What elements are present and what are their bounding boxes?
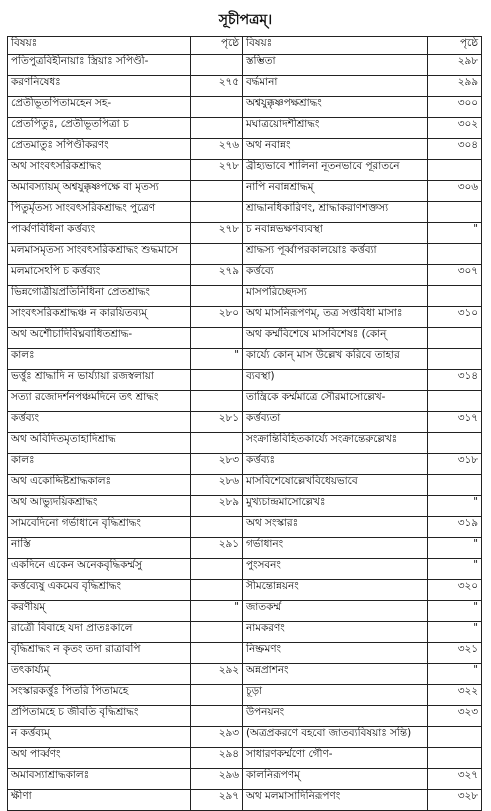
subject-header-left: বিষয়ঃ bbox=[8, 37, 191, 55]
table-row bbox=[8, 55, 482, 76]
left-entry: ভর্ত্তুঃ শ্রাদ্ধাদি ন ভার্য্যায়া রজস্বলায়া bbox=[8, 370, 191, 391]
left-entry: সাংবৎসরিকশ্রাদ্ধঞ্চ ন কারয়িতব্যম্ bbox=[8, 307, 191, 328]
table-row bbox=[8, 685, 482, 706]
left-entry: পার্ব্বণবিধিনা কর্ত্তব্যং bbox=[8, 223, 191, 244]
right-page bbox=[428, 286, 482, 307]
right-page: " bbox=[428, 622, 482, 643]
left-page: ২৭৮ bbox=[191, 223, 243, 244]
right-entry: তান্ত্রিকে কর্ম্মমাত্রে সৌরমাসোল্লেখ- bbox=[243, 391, 428, 412]
left-entry: একদিনে একেন অনেকবৃদ্ধিকর্ম্মসু bbox=[8, 559, 191, 580]
right-entry: মঘাত্রয়োদশীশ্রাদ্ধং bbox=[243, 118, 428, 139]
left-page: ২৮১ bbox=[191, 412, 243, 433]
left-entry: মলমাসেঽপি চ কর্ত্তব্যং bbox=[8, 265, 191, 286]
table-row bbox=[8, 769, 482, 790]
left-page: ২৮০ bbox=[191, 307, 243, 328]
left-entry: রাত্রৌ বিবাহে যদা প্রাতঃকালে bbox=[8, 622, 191, 643]
right-entry: অথ কর্ম্মবিশেষে মাসবিশেষঃ (কোন্ bbox=[243, 328, 428, 349]
left-page bbox=[191, 286, 243, 307]
right-entry: মুখ্যচান্দ্রমাসোল্লেখঃ bbox=[243, 496, 428, 517]
left-entry: পতিপুত্রবিহীনায়াঃ স্ত্রিয়াঃ সপিণ্ডী- bbox=[8, 55, 191, 76]
table-row bbox=[8, 454, 482, 475]
left-page: ২৭৬ bbox=[191, 139, 243, 160]
right-page: " bbox=[428, 223, 482, 244]
right-entry: জাতকর্ম্ম bbox=[243, 601, 428, 622]
left-entry: পিতুর্মৃতস্য সাংবৎসরিকশ্রাদ্ধং পুত্রেণ bbox=[8, 202, 191, 223]
left-page: ২৯৬ bbox=[191, 769, 243, 790]
left-page bbox=[191, 685, 243, 706]
table-row bbox=[8, 643, 482, 664]
left-entry: নাস্তি bbox=[8, 538, 191, 559]
right-page bbox=[428, 202, 482, 223]
left-entry: বৃদ্ধিশ্রাদ্ধং ন কৃতং তদা রাত্রাবপি bbox=[8, 643, 191, 664]
left-entry: তৎকার্য্যম্ bbox=[8, 664, 191, 685]
table-row bbox=[8, 622, 482, 643]
right-page: ৩১০ bbox=[428, 307, 482, 328]
table-row bbox=[8, 412, 482, 433]
left-entry: কর্ত্তব্যেষু একমেব বৃদ্ধিশ্রাদ্ধং bbox=[8, 580, 191, 601]
right-entry: কর্ত্তব্যঃ bbox=[243, 454, 428, 475]
left-page bbox=[191, 580, 243, 601]
left-entry: সামবেদিনো গর্ভাধানে বৃদ্ধিশ্রাদ্ধং bbox=[8, 517, 191, 538]
left-page bbox=[191, 433, 243, 454]
left-entry: অথ সাংবৎসরিকশ্রাদ্ধং bbox=[8, 160, 191, 181]
right-entry: মাসবিশেষোল্লেখবিধেয়ভাবে bbox=[243, 475, 428, 496]
right-entry: অশ্বযুক্কৃষ্ণপক্ষশ্রাদ্ধং bbox=[243, 97, 428, 118]
left-page bbox=[191, 97, 243, 118]
right-entry: সংক্রান্তিবিহিতকার্য্যে সংক্রান্তেরুল্লেখঃ bbox=[243, 433, 428, 454]
table-row bbox=[8, 244, 482, 265]
table-row bbox=[8, 496, 482, 517]
right-page: ৩২২ bbox=[428, 685, 482, 706]
left-page bbox=[191, 706, 243, 727]
right-page: " bbox=[428, 538, 482, 559]
table-row bbox=[8, 370, 482, 391]
right-page: " bbox=[428, 601, 482, 622]
right-entry: সাধারণকর্ম্মণো গৌণ- bbox=[243, 748, 428, 769]
right-entry: অথ সংস্কারঃ bbox=[243, 517, 428, 538]
table-row bbox=[8, 748, 482, 769]
right-entry: গর্ভাধানং bbox=[243, 538, 428, 559]
page-header-left: পৃষ্ঠে bbox=[191, 37, 243, 55]
left-page bbox=[191, 391, 243, 412]
right-entry: ব্যবস্থা) bbox=[243, 370, 428, 391]
table-row bbox=[8, 202, 482, 223]
left-entry: প্রপিতামহে চ জীবতি বৃদ্ধিশ্রাদ্ধং bbox=[8, 706, 191, 727]
table-row bbox=[8, 559, 482, 580]
right-entry: অথ মলমাসাদিনিরূপণং bbox=[243, 790, 428, 811]
right-entry: কর্ত্তব্যতা bbox=[243, 412, 428, 433]
table-row bbox=[8, 181, 482, 202]
left-page: ২৮৩ bbox=[191, 454, 243, 475]
right-page bbox=[428, 475, 482, 496]
right-page: ৩০০ bbox=[428, 97, 482, 118]
right-page: ৩১৮ bbox=[428, 454, 482, 475]
left-entry: কর্ত্তব্যং bbox=[8, 412, 191, 433]
left-page bbox=[191, 181, 243, 202]
right-page: ৩১৭ bbox=[428, 412, 482, 433]
right-entry: ব্রীহ্যভাবে শালিনা নূতনভাবে পূরাতনে bbox=[243, 160, 428, 181]
left-page: ২৯২ bbox=[191, 664, 243, 685]
right-page: ৩১৪ bbox=[428, 370, 482, 391]
table-row bbox=[8, 475, 482, 496]
left-page: " bbox=[191, 601, 243, 622]
table-row bbox=[8, 664, 482, 685]
page-title: সূচীপত্রম্। bbox=[218, 12, 273, 28]
table-row bbox=[8, 265, 482, 286]
header-row bbox=[8, 37, 482, 55]
right-entry: সীমন্তোন্নয়নং bbox=[243, 580, 428, 601]
right-page: ৩২৭ bbox=[428, 769, 482, 790]
left-entry: ভিন্নগোত্রীয়প্রতিনিধিনা প্রেতশ্রাদ্ধং bbox=[8, 286, 191, 307]
left-entry: কালঃ bbox=[8, 454, 191, 475]
table-row bbox=[8, 97, 482, 118]
subject-header-right: বিষয়ঃ bbox=[243, 37, 428, 55]
right-page: ৩২৩ bbox=[428, 706, 482, 727]
left-page bbox=[191, 202, 243, 223]
right-page bbox=[428, 328, 482, 349]
left-page bbox=[191, 643, 243, 664]
left-entry: করণীয়ম্ bbox=[8, 601, 191, 622]
left-page bbox=[191, 622, 243, 643]
left-entry: সংস্কারকর্ত্তুঃ পিতরি পিতামহে bbox=[8, 685, 191, 706]
left-entry: প্রেতপিতুঃ, প্রেতীভূতপিত্রা চ bbox=[8, 118, 191, 139]
table-row bbox=[8, 433, 482, 454]
table-row bbox=[8, 706, 482, 727]
left-page bbox=[191, 328, 243, 349]
right-page: " bbox=[428, 559, 482, 580]
right-entry: কার্য্যে কোন্ মাস উল্লেখ করিবে তাহার bbox=[243, 349, 428, 370]
right-page bbox=[428, 244, 482, 265]
right-entry: শ্রাদ্ধস্য পূর্ব্বাপরকালয়োঃ কর্ত্তব্যা bbox=[243, 244, 428, 265]
right-entry: অথ নবান্নং bbox=[243, 139, 428, 160]
left-page: ২৯৪ bbox=[191, 748, 243, 769]
left-entry: সত্যা রজোদর্শনপঞ্চমদিনে তৎ শ্রাদ্ধং bbox=[8, 391, 191, 412]
right-page: ২৯৮ bbox=[428, 55, 482, 76]
left-entry: অথ আভ্যুদয়িকশ্রাদ্ধং bbox=[8, 496, 191, 517]
table-row bbox=[8, 118, 482, 139]
right-page: " bbox=[428, 496, 482, 517]
right-page: ৩০৪ bbox=[428, 139, 482, 160]
table-row bbox=[8, 223, 482, 244]
left-page: ২৯১ bbox=[191, 538, 243, 559]
right-entry: বৰ্দ্ধমানা bbox=[243, 76, 428, 97]
right-page bbox=[428, 748, 482, 769]
right-page: ৩২১ bbox=[428, 643, 482, 664]
table-row bbox=[8, 139, 482, 160]
right-page bbox=[428, 349, 482, 370]
left-entry: অথ একোদ্দিষ্টশ্রাদ্ধকালঃ bbox=[8, 475, 191, 496]
table-row bbox=[8, 538, 482, 559]
left-page bbox=[191, 370, 243, 391]
left-entry: অথ অশৌচাদিবিঘ্নবাধিতশ্রাদ্ধ- bbox=[8, 328, 191, 349]
left-entry: অথ অবিদিতমৃতাহাদিশ্রাদ্ধ bbox=[8, 433, 191, 454]
right-entry: অথ মাসনিরূপণম্, তত্র সপ্তবিধা মাসাঃ bbox=[243, 307, 428, 328]
left-entry: অমাবস্যাশ্রাদ্ধকালঃ bbox=[8, 769, 191, 790]
table-row bbox=[8, 328, 482, 349]
index-table bbox=[7, 36, 482, 811]
right-page: ২৯৯ bbox=[428, 76, 482, 97]
right-entry: স্তম্ভিতা bbox=[243, 55, 428, 76]
left-entry: ন কর্ত্তব্যম্ bbox=[8, 727, 191, 748]
left-page bbox=[191, 55, 243, 76]
right-entry: (অত্রপ্রকরণে বহবো জাতব্যবিষয়াঃ সন্তি) bbox=[243, 727, 428, 748]
table-row bbox=[8, 307, 482, 328]
right-page bbox=[428, 160, 482, 181]
left-entry: কালঃ bbox=[8, 349, 191, 370]
right-page bbox=[428, 391, 482, 412]
table-row bbox=[8, 727, 482, 748]
left-entry: ক্ষীণা bbox=[8, 790, 191, 811]
table-row bbox=[8, 517, 482, 538]
left-page: " bbox=[191, 349, 243, 370]
left-page: ২৯৭ bbox=[191, 790, 243, 811]
page-header-right: পৃষ্ঠে bbox=[428, 37, 482, 55]
table-row bbox=[8, 601, 482, 622]
right-entry: শ্রাদ্ধানধিকারিণং, শ্রাদ্ধাকরাণশক্তস্য bbox=[243, 202, 428, 223]
left-page: ২৮৬ bbox=[191, 475, 243, 496]
right-entry: চূড়া bbox=[243, 685, 428, 706]
right-entry: মাসপরিচ্ছেদস্য bbox=[243, 286, 428, 307]
right-entry: পুংসবনং bbox=[243, 559, 428, 580]
right-entry: কৰ্ত্তব্যে bbox=[243, 265, 428, 286]
right-page: ৩১৯ bbox=[428, 517, 482, 538]
right-entry: চ নবান্নভক্ষণব্যবস্থা bbox=[243, 223, 428, 244]
table-row bbox=[8, 580, 482, 601]
right-entry: অন্নপ্রাশনং bbox=[243, 664, 428, 685]
left-page bbox=[191, 118, 243, 139]
right-entry: উপনয়নং bbox=[243, 706, 428, 727]
right-page bbox=[428, 433, 482, 454]
right-page bbox=[428, 727, 482, 748]
left-entry: মলমাসমৃতস্য সাংবৎসরিকশ্রাদ্ধং শুদ্ধমাসে bbox=[8, 244, 191, 265]
right-page: ৩০৭ bbox=[428, 265, 482, 286]
left-entry: প্রেতমাতুঃ সপিণ্ডীকরণং bbox=[8, 139, 191, 160]
right-entry: নামকরণং bbox=[243, 622, 428, 643]
left-page bbox=[191, 244, 243, 265]
left-entry: প্রেতীভূতপিতামহেন সহ- bbox=[8, 97, 191, 118]
table-row bbox=[8, 790, 482, 811]
right-page: ৩২০ bbox=[428, 580, 482, 601]
left-page: ২৯৩ bbox=[191, 727, 243, 748]
table-row bbox=[8, 76, 482, 97]
left-page: ২৭৫ bbox=[191, 76, 243, 97]
right-page: ৩০৬ bbox=[428, 181, 482, 202]
right-entry: নাপি নবান্নশ্রাদ্ধম্ bbox=[243, 181, 428, 202]
right-page: ৩০২ bbox=[428, 118, 482, 139]
left-page bbox=[191, 517, 243, 538]
left-page: ২৮৯ bbox=[191, 496, 243, 517]
table-row bbox=[8, 160, 482, 181]
right-entry: কালনিরূপণম্ bbox=[243, 769, 428, 790]
left-page: ২৭৮ bbox=[191, 160, 243, 181]
left-page bbox=[191, 559, 243, 580]
table-row bbox=[8, 391, 482, 412]
left-entry: অথ পার্ব্বণং bbox=[8, 748, 191, 769]
left-entry: অমাবস্যায়ম্ অশ্বযুক্কৃষ্ণপক্ষে বা মৃতস্য bbox=[8, 181, 191, 202]
left-entry: করণনিষেধঃ bbox=[8, 76, 191, 97]
table-row bbox=[8, 349, 482, 370]
left-page: ২৭৯ bbox=[191, 265, 243, 286]
right-entry: নিষ্ক্রমণং bbox=[243, 643, 428, 664]
right-page: " bbox=[428, 664, 482, 685]
right-page: ৩২৮ bbox=[428, 790, 482, 811]
table-row bbox=[8, 286, 482, 307]
